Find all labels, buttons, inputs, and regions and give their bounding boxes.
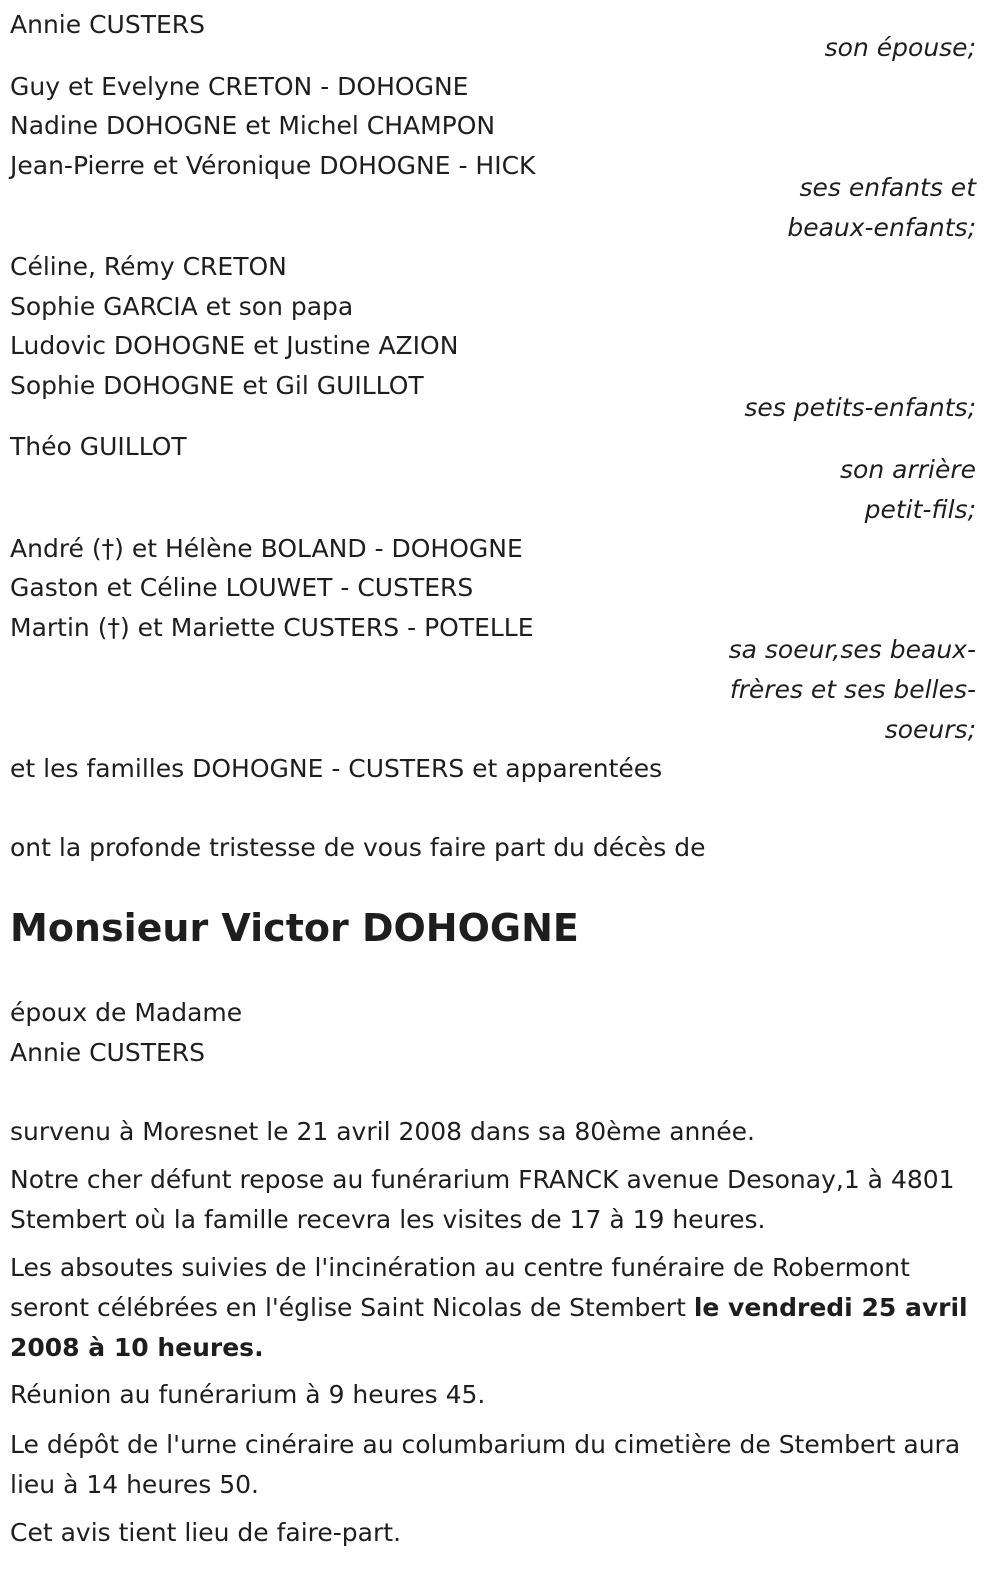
spouse-role: son épouse; (824, 33, 976, 62)
siblings-role-line: soeurs; (884, 715, 976, 744)
spouse-of-line: Annie CUSTERS (10, 1038, 205, 1067)
grandchild-name: Sophie DOHOGNE et Gil GUILLOT (10, 371, 424, 400)
urn-info: Le dépôt de l'urne cinéraire au columbarium du cimetière de Stembert aura lieu à 14 heures 50. (10, 1430, 961, 1499)
sibling-name: André (†) et Hélène BOLAND - DOHOGNE (10, 534, 523, 563)
families-line: et les familles DOHOGNE - CUSTERS et apparentées (10, 754, 663, 783)
grandchildren-role: ses petits-enfants; (744, 393, 976, 422)
siblings-role-line: sa soeur,ses beaux- (728, 635, 976, 664)
ceremony-text: Les absoutes suivies de l'incinération au centre funéraire de Robermont seront célébrées en l'église Saint Nicolas de Stembert (10, 1253, 910, 1322)
child-name: Jean-Pierre et Véronique DOHOGNE - HICK (10, 151, 536, 180)
death-info: survenu à Moresnet le 21 avril 2008 dans sa 80ème année. (10, 1117, 755, 1146)
spouse-of-line: époux de Madame (10, 998, 243, 1027)
meeting-info: Réunion au funérarium à 9 heures 45. (10, 1380, 486, 1409)
ceremony-date: le vendredi 25 avril 2008 à 10 heures. (10, 1293, 968, 1362)
sibling-name: Martin (†) et Mariette CUSTERS - POTELLE (10, 613, 534, 642)
deceased-title: Monsieur Victor DOHOGNE (10, 906, 579, 950)
siblings-role-line: frères et ses belles- (729, 675, 976, 704)
child-name: Nadine DOHOGNE et Michel CHAMPON (10, 111, 496, 140)
children-role-line: ses enfants et (799, 173, 976, 202)
grandchild-name: Ludovic DOHOGNE et Justine AZION (10, 331, 459, 360)
sibling-name: Gaston et Céline LOUWET - CUSTERS (10, 573, 474, 602)
great-grandchild-role-line: petit-fils; (864, 495, 976, 524)
closing-line: Cet avis tient lieu de faire-part. (10, 1518, 402, 1547)
grandchild-name: Céline, Rémy CRETON (10, 252, 287, 281)
children-role-line: beaux-enfants; (787, 213, 976, 242)
great-grandchild-role-line: son arrière (840, 455, 976, 484)
spouse-name: Annie CUSTERS (10, 10, 205, 39)
great-grandchild-name: Théo GUILLOT (10, 432, 187, 461)
intro-line: ont la profonde tristesse de vous faire part du décès de (10, 833, 706, 862)
ceremony-info (10, 1248, 975, 1368)
grandchild-name: Sophie GARCIA et son papa (10, 292, 354, 321)
rest-info: Notre cher défunt repose au funérarium FRANCK avenue Desonay,1 à 4801 Stembert où la famille recevra les visites de 17 à 19 heures. (10, 1165, 955, 1234)
child-name: Guy et Evelyne CRETON - DOHOGNE (10, 72, 469, 101)
